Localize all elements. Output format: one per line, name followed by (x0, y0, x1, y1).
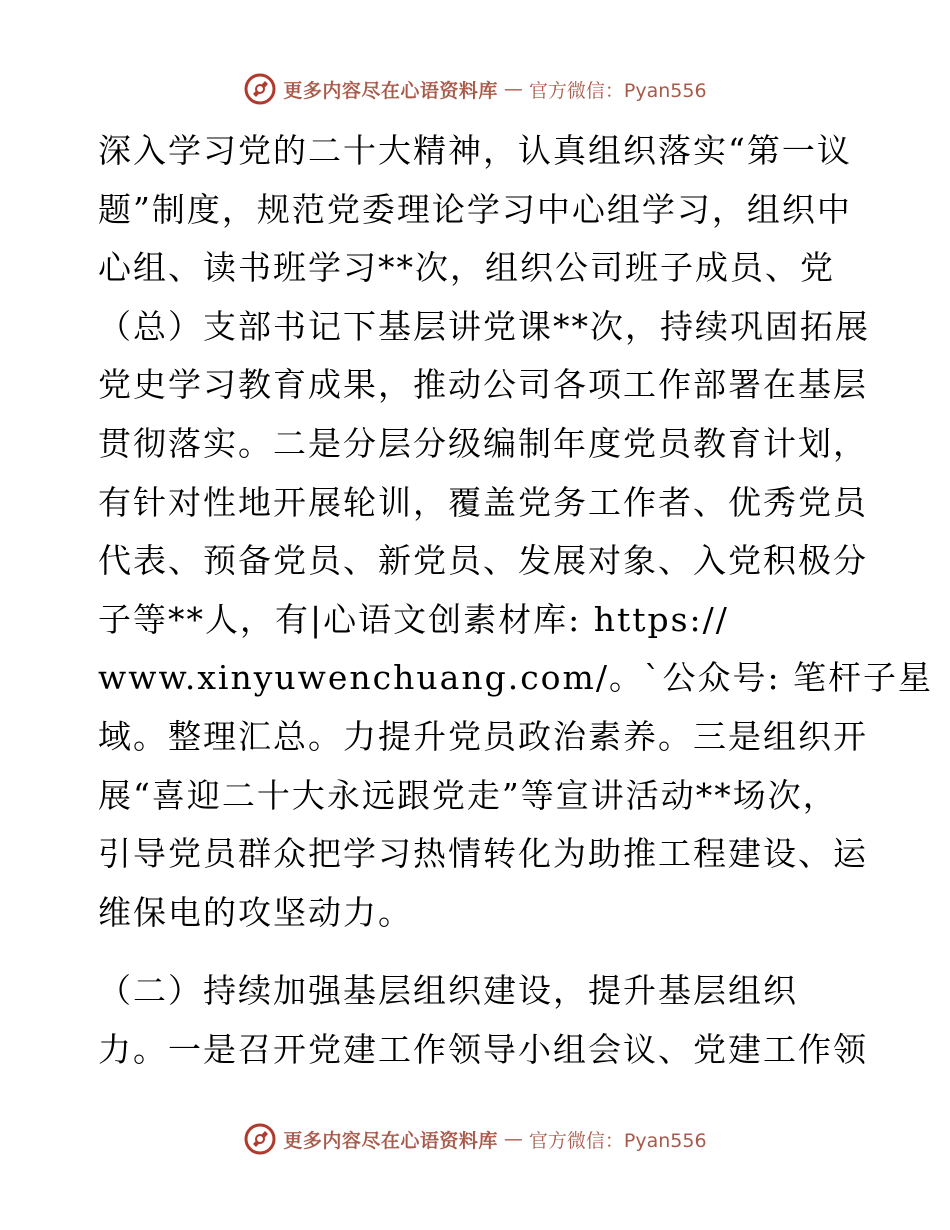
watermark-text: 更多内容尽在心语资料库 (283, 1129, 498, 1152)
text-line: 党史学习教育成果，推动公司各项工作部署在基层 (98, 365, 868, 405)
watermark-text: 更多内容尽在心语资料库 (283, 79, 498, 102)
header-watermark (0, 72, 950, 106)
document-body (98, 122, 934, 1080)
text-line: （总）支部书记下基层讲党课**次，持续巩固拓展 (98, 306, 870, 346)
paragraph (98, 962, 868, 1079)
logo-icon (243, 1122, 277, 1156)
watermark-separator: — (503, 78, 523, 100)
paragraph (98, 122, 934, 942)
text-line: www.xinyuwenchuang.com/。`公众号: 笔杆子星 (98, 658, 934, 698)
footer-watermark (0, 1122, 950, 1156)
text-line: 有针对性地开展轮训，覆盖党务工作者、优秀党员 (98, 482, 868, 522)
text-line: 维保电的攻坚动力。 (98, 892, 413, 932)
text-line: 题”制度，规范党委理论学习中心组学习，组织中 (98, 189, 852, 229)
text-line: （二）持续加强基层组织建设，提升基层组织 (98, 971, 798, 1011)
text-line: 子等**人，有|心语文创素材库: https:// (98, 599, 729, 639)
watermark-wechat: 官方微信：Pyan556 (528, 1129, 707, 1152)
text-line: 展“喜迎二十大永远跟党走”等宣讲活动**场次， (98, 775, 838, 815)
paragraph-gap (98, 942, 858, 962)
text-line: 深入学习党的二十大精神，认真组织落实“第一议 (98, 131, 852, 170)
text-line: 贯彻落实。二是分层分级编制年度党员教育计划， (98, 423, 868, 463)
text-line: 心组、读书班学习**次，组织公司班子成员、党 (98, 248, 835, 288)
watermark-wechat: 官方微信：Pyan556 (528, 79, 707, 102)
watermark-separator: — (503, 1128, 523, 1150)
text-line: 引导党员群众把学习热情转化为助推工程建设、运 (98, 834, 868, 874)
text-line: 域。整理汇总。力提升党员政治素养。三是组织开 (98, 716, 868, 756)
text-line: 力。一是召开党建工作领导小组会议、党建工作领 (98, 1029, 868, 1069)
text-line: 代表、预备党员、新党员、发展对象、入党积极分 (98, 541, 868, 581)
logo-icon (243, 72, 277, 106)
